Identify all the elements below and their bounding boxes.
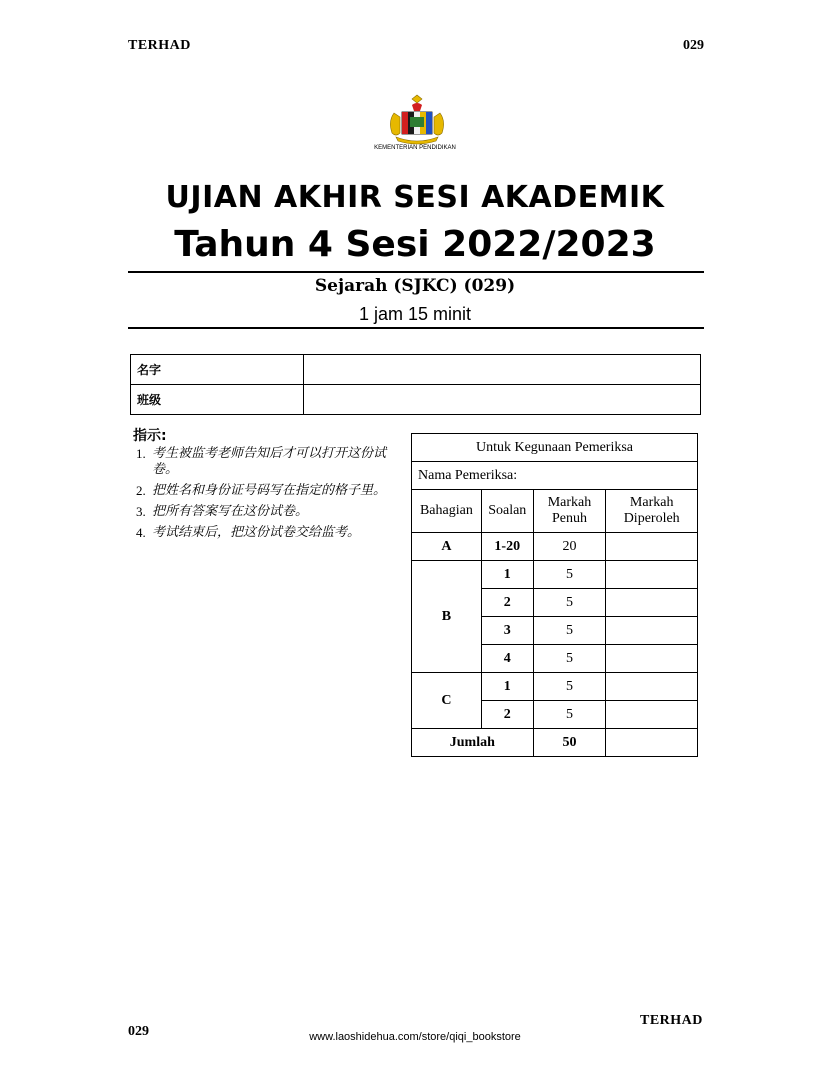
question-cell: 4 [481,645,533,673]
instruction-item [136,504,398,520]
exam-title: UJIAN AKHIR SESI AKADEMIK [165,180,665,215]
class-label: 班级 [131,385,304,415]
full-marks-cell: 5 [533,673,606,701]
examiner-marks-table [411,433,698,757]
instruction-text: 把所有答案写在这份试卷。 [152,504,309,519]
instruction-number: 1. [136,446,146,461]
full-marks-cell: 20 [533,533,606,561]
title-divider-bottom [128,327,704,329]
question-cell: 1 [481,561,533,589]
header-paper-code: 029 [683,38,704,53]
total-label: Jumlah [412,729,534,757]
obtained-marks-cell[interactable] [606,617,698,645]
full-marks-cell: 5 [533,589,606,617]
subject-title: Sejarah (SJKC) (029) [314,276,516,296]
ministry-caption: KEMENTERIAN PENDIDIKAN [374,145,456,151]
question-cell: 1 [481,673,533,701]
section-cell: A [412,533,482,561]
exam-year-session: Tahun 4 Sesi 2022/2023 [174,224,656,265]
coat-of-arms-logo [382,93,452,145]
full-marks-cell: 5 [533,617,606,645]
instruction-item [136,525,398,541]
instructions-list [136,446,398,546]
header-classification: TERHAD [128,38,191,53]
question-cell: 2 [481,589,533,617]
instruction-number: 2. [136,483,146,498]
section-cell: B [412,561,482,673]
obtained-marks-cell[interactable] [606,561,698,589]
instructions-title: 指示: [133,428,167,444]
obtained-marks-cell[interactable] [606,589,698,617]
obtained-marks-cell[interactable] [606,533,698,561]
class-row [131,385,701,415]
header-section: Bahagian [412,490,482,533]
full-marks-cell: 5 [533,701,606,729]
total-obtained-marks[interactable] [606,729,698,757]
header-question: Soalan [481,490,533,533]
marks-table-title: Untuk Kegunaan Pemeriksa [412,434,698,462]
class-field[interactable] [304,385,701,415]
instruction-number: 3. [136,504,146,519]
examiner-name-label[interactable]: Nama Pemeriksa: [412,462,698,490]
full-marks-cell: 5 [533,645,606,673]
instruction-item [136,446,398,478]
obtained-marks-cell[interactable] [606,673,698,701]
title-divider-top [128,271,704,273]
instruction-text: 考试结束后，把这份试卷交给监考。 [152,525,361,540]
exam-duration: 1 jam 15 minit [358,304,472,324]
question-cell: 2 [481,701,533,729]
student-info-table [130,354,701,415]
instruction-number: 4. [136,525,146,540]
question-cell: 3 [481,617,533,645]
obtained-marks-cell[interactable] [606,645,698,673]
question-cell: 1-20 [481,533,533,561]
instruction-text: 考生被监考老师告知后才可以打开这份试卷。 [152,446,387,477]
footer-paper-code: 029 [128,1024,149,1039]
instruction-text: 把姓名和身份证号码写在指定的格子里。 [152,483,387,498]
instruction-item [136,483,398,499]
footer-store-url[interactable]: www.laoshidehua.com/store/qiqi_bookstore [309,1031,521,1043]
full-marks-cell: 5 [533,561,606,589]
obtained-marks-cell[interactable] [606,701,698,729]
section-cell: C [412,673,482,729]
footer-classification: TERHAD [640,1013,703,1028]
name-field[interactable] [304,355,701,385]
header-marks-obtained: Markah Diperoleh [606,490,698,533]
total-full-marks: 50 [533,729,606,757]
name-label: 名字 [131,355,304,385]
name-row [131,355,701,385]
header-full-marks: Markah Penuh [533,490,606,533]
